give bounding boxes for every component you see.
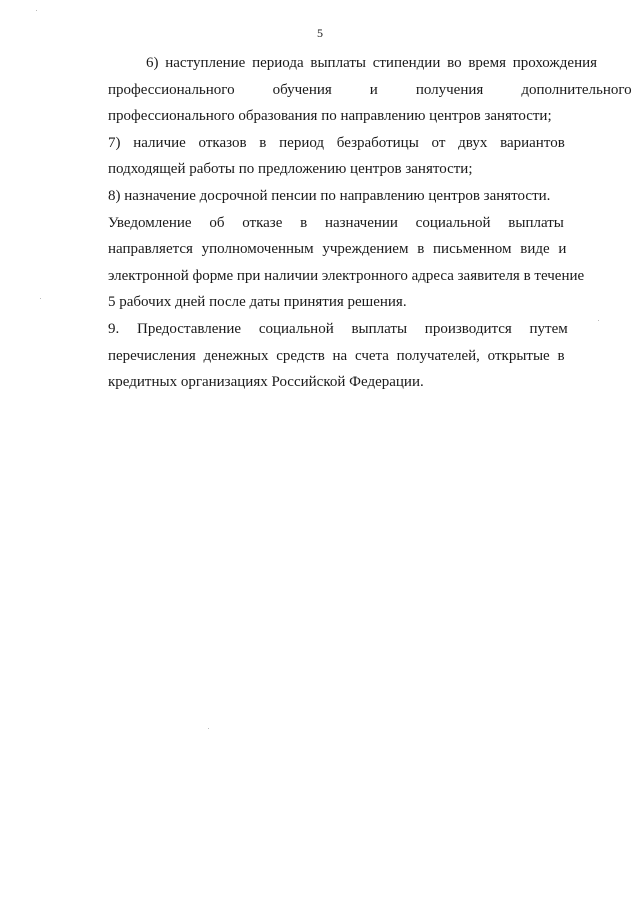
text-line-content: 6) наступление периода выплаты стипендии во время прохождения (146, 55, 598, 71)
word: дополнительного (521, 81, 632, 98)
text-line: 9. Предоставление социальной выплаты производится путем (108, 320, 568, 337)
text-line: 8) назначение досрочной пенсии по направлению центров занятости. (108, 187, 551, 204)
paragraph-item-6 (70, 50, 632, 130)
text-line: 7) наличие отказов в период безработицы от двух вариантов (108, 134, 565, 151)
text-line: перечисления денежных средств на счета получателей, открытые в (108, 347, 565, 364)
text-line: направляется уполномоченным учреждением в письменном виде и (108, 241, 567, 258)
text-line: 5 рабочих дней после даты принятия решения. (108, 294, 407, 311)
document-body (70, 50, 632, 396)
word: получения (415, 81, 484, 98)
text-line (70, 77, 632, 104)
paragraph-refusal-notice (70, 210, 585, 316)
scan-speck (208, 728, 209, 729)
paragraph-item-9 (70, 316, 568, 396)
text-line: Уведомление об отказе в назначении социальной выплаты (108, 214, 564, 231)
scan-speck (36, 10, 37, 11)
word: профессионального (108, 81, 235, 98)
paragraph-item-8 (70, 183, 556, 210)
text-line: профессионального образования по направлению центров занятости; (108, 108, 552, 125)
page-number: 5 (317, 26, 323, 40)
scan-speck (598, 320, 599, 321)
text-line: кредитных организациях Российской Федерации. (108, 374, 424, 391)
paragraph-item-7 (70, 130, 565, 183)
text-line: подходящей работы по предложению центров занятости; (108, 161, 473, 178)
word: обучения (272, 81, 332, 98)
word: и (369, 81, 378, 98)
text-line (108, 50, 598, 77)
scan-speck (40, 298, 41, 299)
text-line: электронной форме при наличии электронного адреса заявителя в течение (108, 267, 585, 284)
